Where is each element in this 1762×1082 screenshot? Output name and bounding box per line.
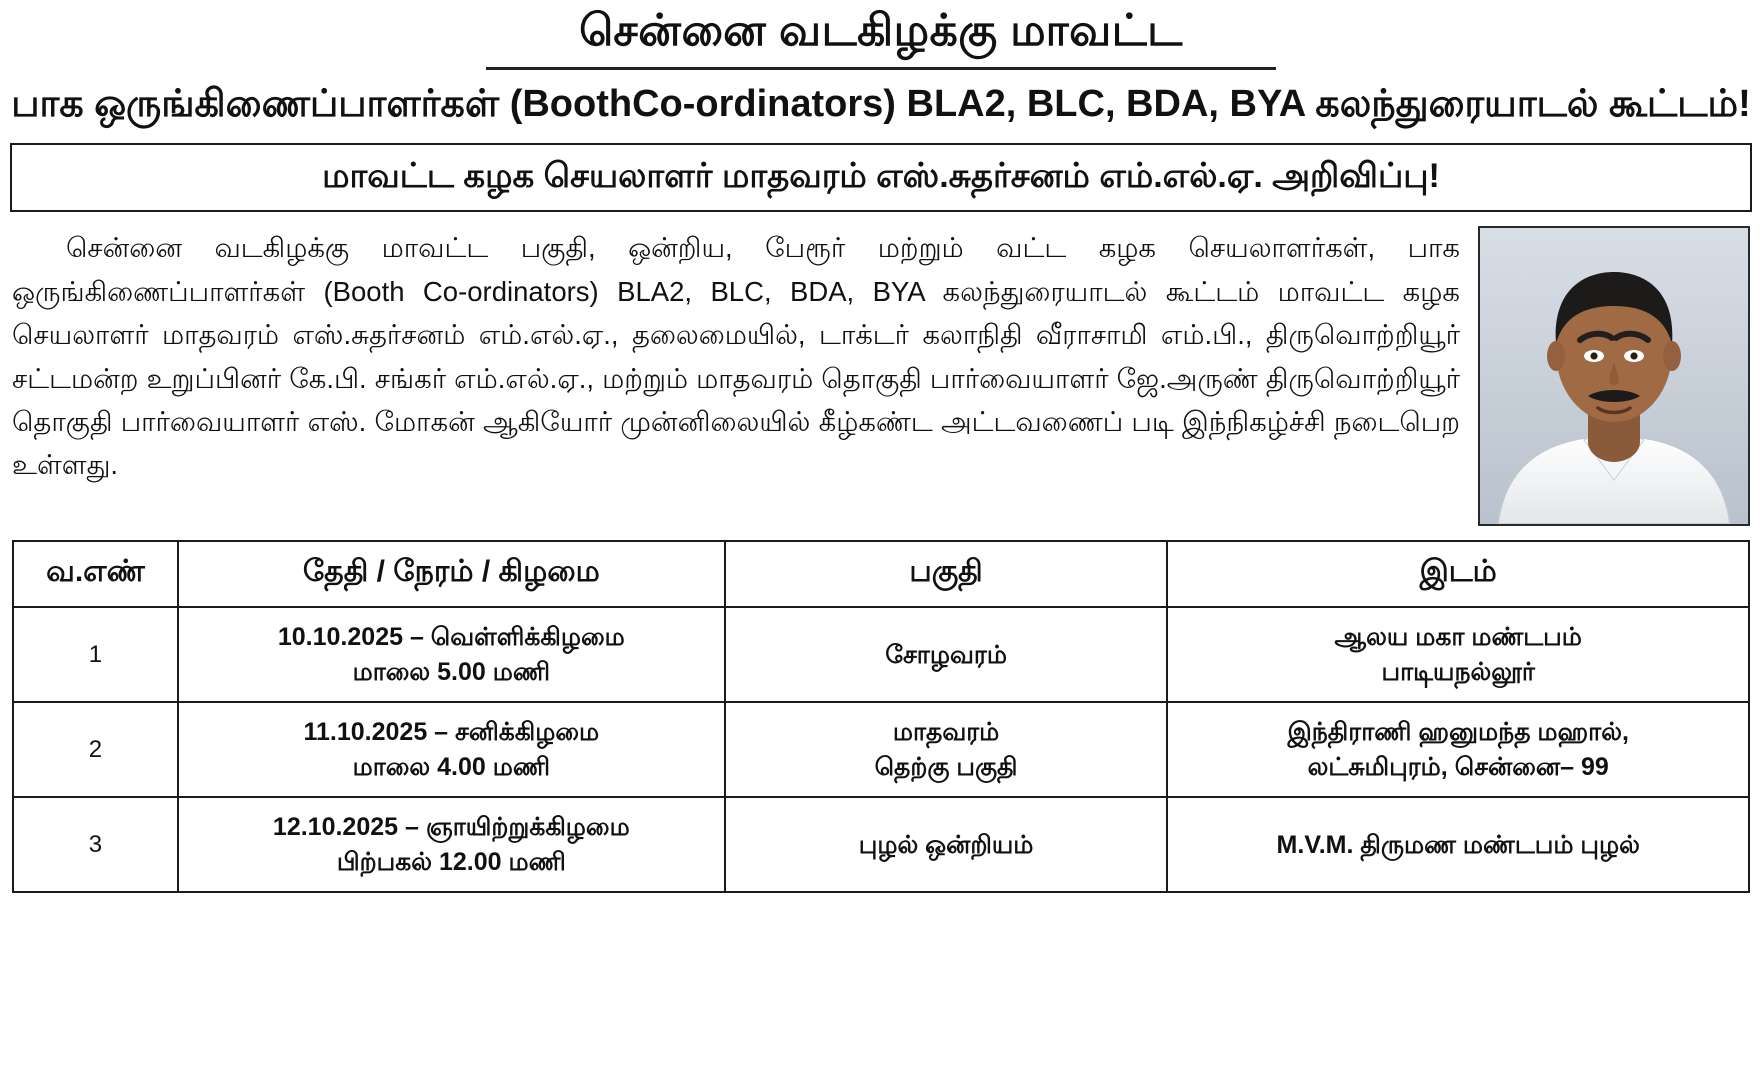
announcement-banner: மாவட்ட கழக செயலாளர் மாதவரம் எஸ்.சுதர்சனம் எம்.எல்.ஏ. அறிவிப்பு! <box>10 143 1752 212</box>
column-header-sno: வ.எண் <box>13 541 178 607</box>
cell-part <box>725 797 1168 892</box>
cell-place <box>1167 797 1749 892</box>
cell-part-line2: தெற்கு பகுதி <box>874 752 1018 781</box>
cell-part-line1: மாதவரம் <box>892 718 1000 747</box>
column-header-place: இடம் <box>1167 541 1749 607</box>
title-divider <box>486 67 1276 70</box>
table-row <box>13 797 1749 892</box>
cell-part-line1: புழல் ஒன்றியம் <box>858 830 1034 859</box>
column-header-when: தேதி / நேரம் / கிழமை <box>178 541 725 607</box>
cell-when <box>178 797 725 892</box>
cell-part <box>725 607 1168 702</box>
cell-place <box>1167 702 1749 797</box>
table-header-row <box>13 541 1749 607</box>
body-paragraph: சென்னை வடகிழக்கு மாவட்ட பகுதி, ஒன்றிய, பேரூர் மற்றும் வட்ட கழக செயலாளர்கள், பாக ஒருங்கிணைப்பாளர்கள் (Booth Co-ordinators) BLA2, BLC, BDA, BYA கலந்துரையாடல் கூட்டம் மாவட்ட கழக செயலாளர் மாதவரம் எஸ்.சுதர்சனம் எம்.எல்.ஏ., தலைமையில், டாக்டர் கலாநிதி வீராசாமி எம்.பி., திருவொற்றியூர் சட்டமன்ற உறுப்பினர் கே.பி. சங்கர் எம்.எல்.ஏ., மற்றும் மாதவரம் தொகுதி பார்வையாளர் ஜே.அருண் திருவொற்றியூர் தொகுதி பார்வையாளர் எஸ். மோகன் ஆகியோர் முன்னிலையில் கீழ்கண்ட அட்டவணைப் படி இந்நிகழ்ச்சி நடைபெற உள்ளது. <box>12 232 1460 481</box>
body-section <box>0 222 1762 526</box>
cell-place-line1: ஆலய மகா மண்டபம் <box>1334 623 1582 652</box>
cell-place <box>1167 607 1749 702</box>
cell-when-line2: பிற்பகல் 12.00 மணி <box>336 847 566 876</box>
schedule-table <box>12 540 1750 893</box>
cell-when <box>178 702 725 797</box>
cell-part-line1: சோழவரம் <box>885 640 1007 669</box>
cell-when-line2: மாலை 5.00 மணி <box>352 657 551 686</box>
cell-place-line2: லட்சுமிபுரம், சென்னை– 99 <box>1307 752 1609 781</box>
cell-when-line2: மாலை 4.00 மணி <box>352 752 551 781</box>
subtitle: பாக ஒருங்கிணைப்பாளர்கள் (BoothCo-ordinators) BLA2, BLC, BDA, BYA கலந்துரையாடல் கூட்டம்! <box>11 82 1751 125</box>
cell-sno: 3 <box>13 797 178 892</box>
avatar <box>1478 226 1750 526</box>
cell-when-line1: 10.10.2025 – வெள்ளிக்கிழமை <box>277 623 625 652</box>
column-header-part: பகுதி <box>725 541 1168 607</box>
cell-place-line1: M.V.M. திருமண மண்டபம் புழல் <box>1276 830 1640 859</box>
portrait-illustration <box>1480 228 1748 524</box>
cell-when-line1: 11.10.2025 – சனிக்கிழமை <box>303 718 600 747</box>
table-row <box>13 702 1749 797</box>
table-row <box>13 607 1749 702</box>
cell-place-line1: இந்திராணி ஹனுமந்த மஹால், <box>1287 718 1629 747</box>
page-title: சென்னை வடகிழக்கு மாவட்ட <box>579 6 1183 55</box>
cell-when <box>178 607 725 702</box>
cell-when-line1: 12.10.2025 – ஞாயிற்றுக்கிழமை <box>272 813 630 842</box>
cell-place-line2: பாடியநல்லூர் <box>1381 657 1535 686</box>
cell-sno: 1 <box>13 607 178 702</box>
cell-part <box>725 702 1168 797</box>
cell-sno: 2 <box>13 702 178 797</box>
